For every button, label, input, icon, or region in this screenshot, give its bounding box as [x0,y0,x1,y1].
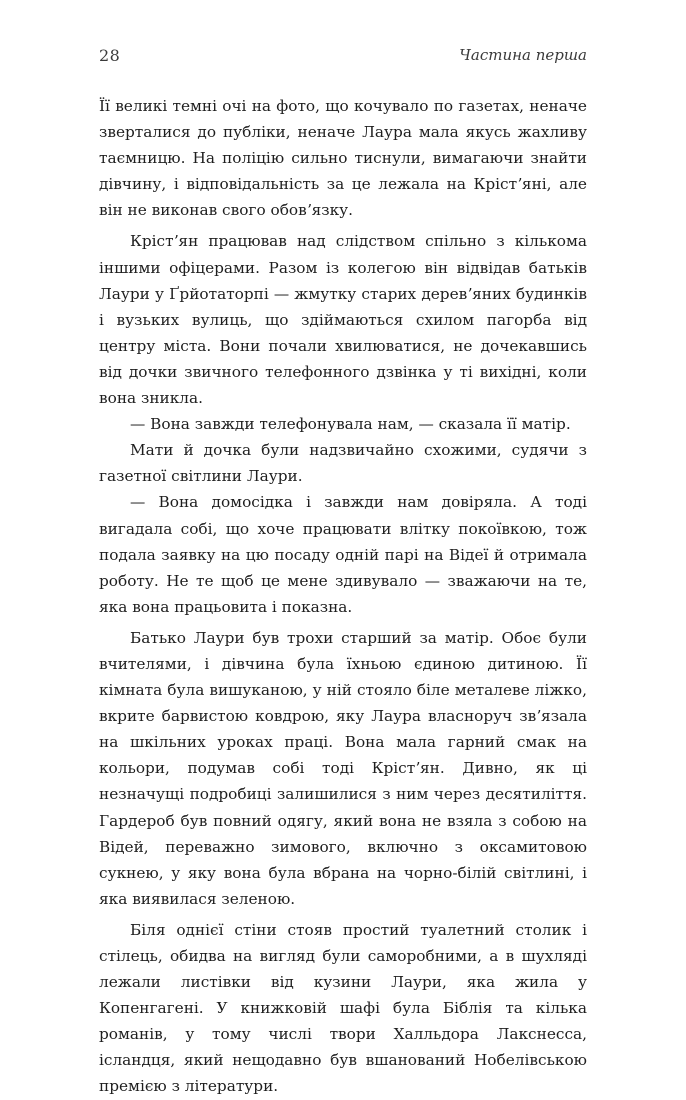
paragraph: Її великі темні очі на фото, що кочувало по газетах, неначе зверталися до публіки, неначе Лаура мала якусь жахливу таємницю. На поліцію сильно тиснули, вимагаючи знайти дівчину, і відповідальність за це лежала на Крістʼяні, але він не виконав свого обовʼязку. [99,97,587,220]
paragraph: Крістʼян працював над слідством спільно з кількома іншими офіцерами. Разом із колегою він відвідав батьків Лаури у Ґрйотаторпі — жмутку старих деревʼяних будинків і вузьких вулиць, що здіймаються схилом пагорба від центру міста. Вони почали хвилюватися, не дочекавшись від дочки звичного телефонного дзвінка у ті вихідні, коли вона зникла. [99,232,587,408]
dialogue-line: — Вона домосідка і завжди нам довіряла. А тоді вигадала собі, що хоче працювати влітку покоївкою, тож подала заявку на цю посаду одній парі на Відеї й отримала роботу. Не те щоб це мене здивувало — зважаючи на те, яка вона працьовита і показна. [99,493,587,616]
body-text [99,93,587,1100]
running-head: Частина перша [459,46,587,64]
page-header [99,46,587,74]
paragraph: Мати й дочка були надзвичайно схожими, судячи з газетної світлини Лаури. [99,441,587,486]
dialogue-line: — Вона завжди телефонувала нам, — сказала її матір. [130,415,571,434]
paragraph: Батько Лаури був трохи старший за матір. Обоє були вчителями, і дівчина була їхньою єдиною дитиною. Її кімната була вишуканою, у ній стояло біле металеве ліжко, вкрите барвистою ковдрою, яку Лаура власноруч звʼязала на шкільних уроках праці. Вона мала гарний смак на кольори, подумав собі тоді Крістʼян. Дивно, як ці незначущі подробиці залишилися з ним через десятиліття. Гардероб був повний одягу, який вона не взяла з собою на Відей, переважно зимового, включно з оксамитовою сукнею, у яку вона була вбрана на чорно-білій світлині, і яка виявилася зеленою. [99,628,587,908]
paragraph: Біля однієї стіни стояв простий туалетний столик і стілець, обидва на вигляд були саморобними, а в шухляді лежали листівки від кузини Лаури, яка жила у Копенгагені. У книжковій шафі була Біблія та кілька романів, у тому числі твори Халльдора Лакснесса, ісландця, який нещодавно був вшанований Нобелівською премією з літератури. [99,920,587,1096]
page-number: 28 [99,46,121,65]
